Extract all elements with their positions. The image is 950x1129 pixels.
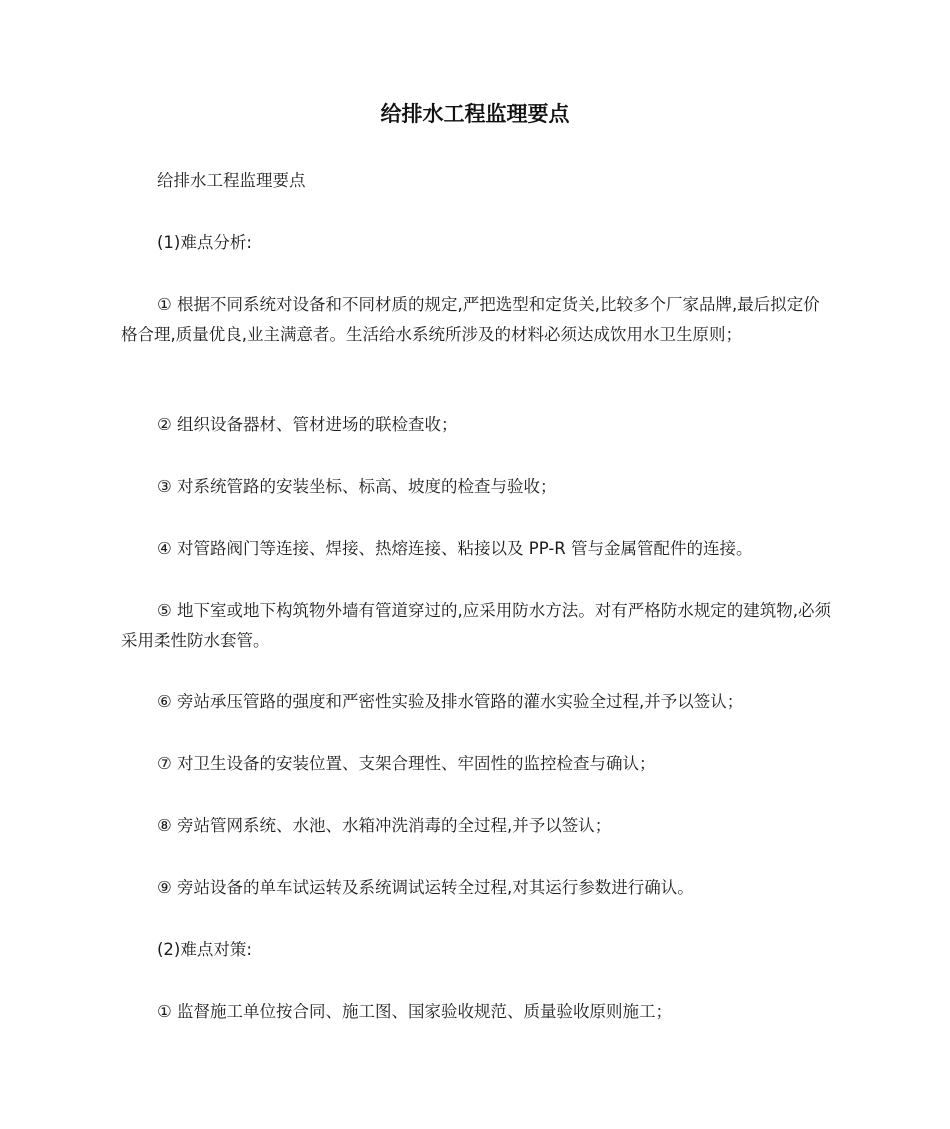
paragraph-item-7: ⑦ 对卫生设备的安装位置、支架合理性、牢固性的监控检查与确认； <box>157 754 656 773</box>
paragraph-item-6: ⑥ 旁站承压管路的强度和严密性实验及排水管路的灌水实验全过程,并予以签认； <box>157 692 744 711</box>
paragraph-subtitle: 给排水工程监理要点 <box>157 171 306 190</box>
paragraph-countermeasures-heading: (2)难点对策: <box>157 940 252 959</box>
paragraph-item-5: ⑤ 地下室或地下构筑物外墙有管道穿过的,应采用防水方法。对有严格防水规定的建筑物,必须采用柔性防水套管。 <box>121 601 832 650</box>
document-title: 给排水工程监理要点 <box>380 102 570 126</box>
paragraph-item-9: ⑨ 旁站设备的单车试运转及系统调试运转全过程,对其运行参数进行确认。 <box>157 878 694 897</box>
paragraph-item-4: ④ 对管路阀门等连接、焊接、热熔连接、粘接以及 PP-R 管与金属管配件的连接。 <box>157 539 753 558</box>
paragraph-difficulty-analysis-heading: (1)难点分析: <box>157 233 252 252</box>
paragraph-item-3: ③ 对系统管路的安装坐标、标高、坡度的检查与验收； <box>157 477 557 496</box>
paragraph-countermeasure-1: ① 监督施工单位按合同、施工图、国家验收规范、质量验收原则施工； <box>157 1002 673 1021</box>
paragraph-item-1: ① 根据不同系统对设备和不同材质的规定,严把选型和定货关,比较多个厂家品牌,最后拟定价格合理,质量优良,业主满意者。生活给水系统所涉及的材料必须达成饮用水卫生原则； <box>121 295 820 344</box>
paragraph-item-8: ⑧ 旁站管网系统、水池、水箱冲洗消毒的全过程,并予以签认； <box>157 816 612 835</box>
paragraph-item-2: ② 组织设备器材、管材进场的联检查收； <box>157 415 458 434</box>
